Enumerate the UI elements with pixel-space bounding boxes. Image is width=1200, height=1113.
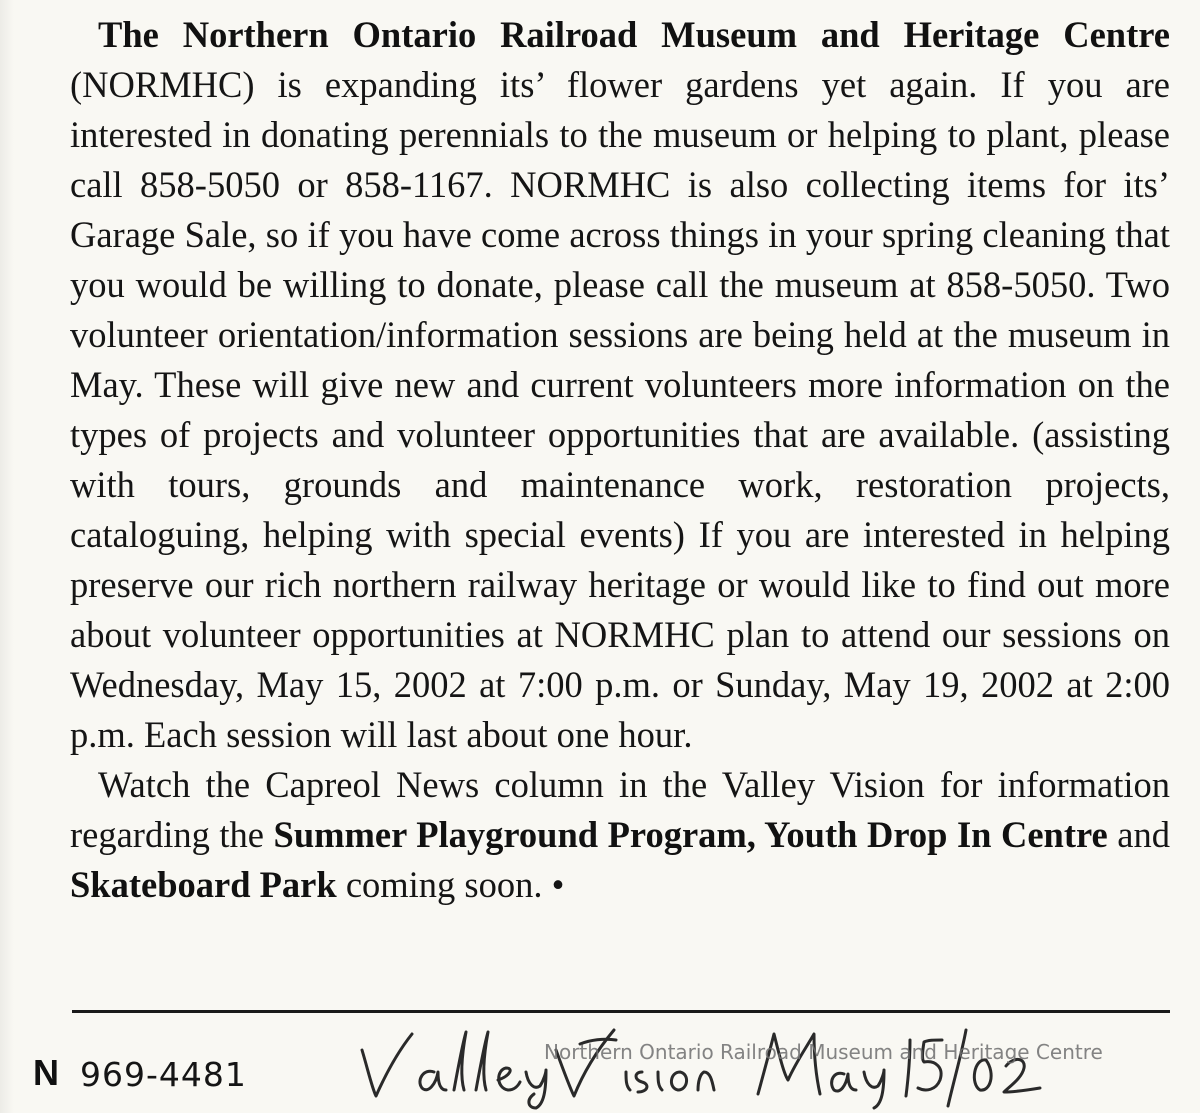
paragraph-capreol-intro: Watch the Capreol News column in the Valley Vision for information regarding the [70, 764, 1170, 855]
paper-edge-shadow [0, 0, 14, 1113]
programs-bold: Summer Playground Program, Youth Drop In Centre [273, 814, 1108, 855]
skateboard-park-bold: Skateboard Park [70, 864, 337, 905]
paragraph-normhc [70, 10, 1170, 760]
footer-phone: 969-4481 [80, 1055, 247, 1094]
article-body [70, 10, 1170, 910]
footer-letter: N [33, 1052, 59, 1093]
paragraph-capreol-end: coming soon. • [336, 864, 565, 905]
watermark-text: Northern Ontario Railroad Museum and Heritage Centre [544, 1040, 1103, 1064]
paragraph-capreol-and: and [1107, 814, 1170, 855]
paragraph-normhc-text: (NORMHC) is expanding its’ flower gardens yet again. If you are interested in donating perennials to the museum or helping to plant, please call 858-5050 or 858-1167. NORMHC is also collecting items for its’ Garage Sale, so if you have come across things in your spring cleaning that you would be willing to donate, please call the museum at 858-5050. Two volunteer orientation/information sessions are being held at the museum in May. These will give new and current volunteers more information on the types of projects and volunteer opportunities that are available. (assisting with tours, grounds and maintenance work, restoration projects, cataloguing, helping with special events) If you are interested in helping preserve our rich northern railway heritage or would like to find out more about volunteer opportunities at NORMHC plan to attend our sessions on Wednesday, May 15, 2002 at 7:00 p.m. or Sunday, May 19, 2002 at 2:00 p.m. Each session will last about one hour. [70, 64, 1170, 755]
museum-name-bold: The Northern Ontario Railroad Museum and Heritage Centre [98, 14, 1170, 55]
paragraph-capreol-news [70, 760, 1170, 910]
